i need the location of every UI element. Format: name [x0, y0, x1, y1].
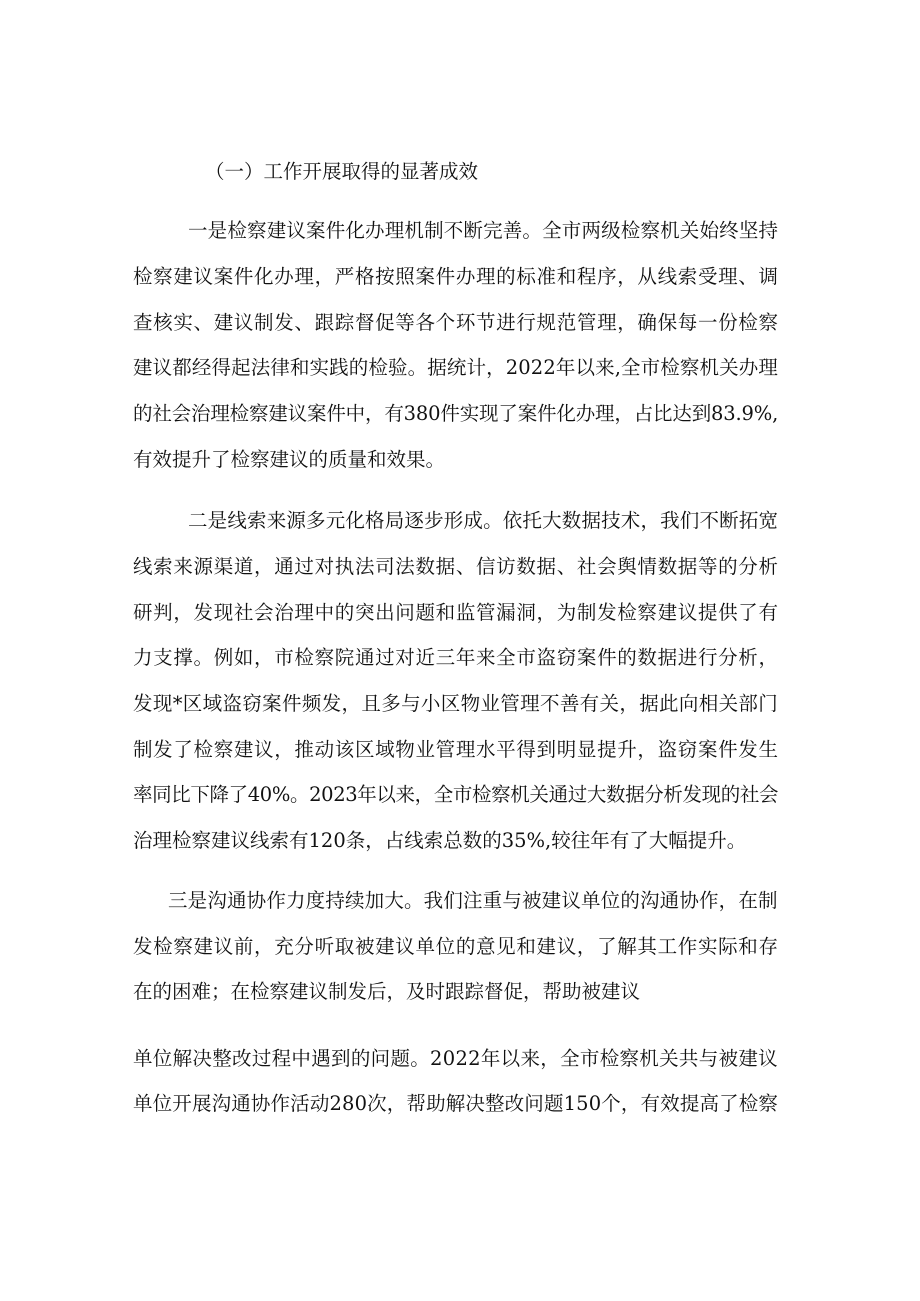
paragraph-line: 二是线索来源多元化格局逐步形成。依托大数据技术，我们不断拓宽 — [188, 509, 779, 532]
paragraph-line: 力支撑。例如，市检察院通过对近三年来全市盗窃案件的数据进行分析， — [133, 646, 779, 669]
paragraph-line: 的社会治理检察建议案件中，有380件实现了案件化办理，占比达到83.9%, — [133, 402, 779, 425]
paragraph-line: 治理检察建议线索有120条，占线索总数的35%,较往年有了大幅提升。 — [133, 829, 747, 852]
paragraph-line: 制发了检察建议，推动该区域物业管理水平得到明显提升，盗窃案件发生 — [133, 738, 779, 761]
section-heading: （一）工作开展取得的显著成效 — [205, 160, 479, 183]
paragraph-line: 率同比下降了40%。2023年以来，全市检察机关通过大数据分析发现的社会 — [133, 783, 779, 806]
paragraph-line: 单位解决整改过程中遇到的问题。2022年以来，全市检察机关共与被建议 — [133, 1047, 778, 1070]
paragraph-line: 三是沟通协作力度持续加大。我们注重与被建议单位的沟通协作，在制 — [168, 889, 778, 912]
paragraph-line: 发现*区域盗窃案件频发，且多与小区物业管理不善有关，据此向相关部门 — [133, 692, 779, 715]
paragraph-line: 建议都经得起法律和实践的检验。据统计，2022年以来,全市检察机关办理 — [133, 356, 778, 379]
paragraph-line: 检察建议案件化办理，严格按照案件办理的标准和程序，从线索受理、调 — [133, 265, 779, 288]
paragraph-line: 查核实、建议制发、跟踪督促等各个环节进行规范管理，确保每一份检察 — [133, 311, 779, 334]
paragraph-line: 线索来源渠道，通过对执法司法数据、信访数据、社会舆情数据等的分析 — [133, 555, 779, 578]
paragraph-line: 研判，发现社会治理中的突出问题和监管漏洞，为制发检察建议提供了有 — [133, 601, 779, 624]
paragraph-line: 在的困难；在检察建议制发后，及时跟踪督促，帮助被建议 — [133, 980, 641, 1003]
paragraph-line: 有效提升了检察建议的质量和效果。 — [133, 448, 446, 471]
paragraph-line: 一是检察建议案件化办理机制不断完善。全市两级检察机关始终坚持 — [188, 219, 779, 242]
paragraph-line: 发检察建议前，充分听取被建议单位的意见和建议，了解其工作实际和存 — [133, 935, 779, 958]
paragraph-line: 单位开展沟通协作活动280次，帮助解决整改问题150个，有效提高了检察 — [133, 1092, 779, 1115]
